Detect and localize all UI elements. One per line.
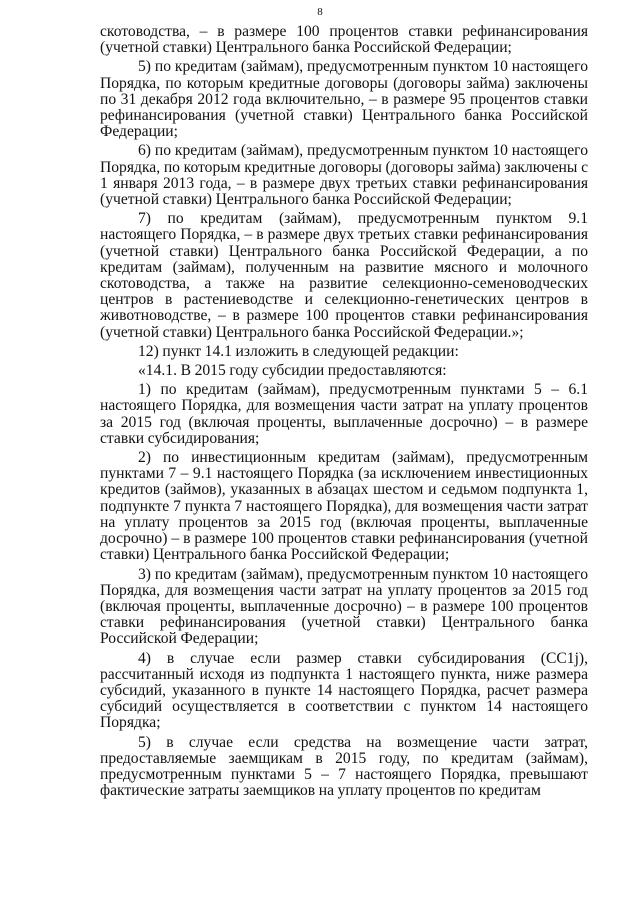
paragraph-continuation: скотоводства, – в размере 100 процентов ставки рефинансирования (учетной ставки) Центрального банка Российской Федерации; (100, 23, 588, 57)
paragraph-item-5: 5) по кредитам (займам), предусмотренным пунктом 10 настоящего Порядка, по которым кредитные договоры (договоры займа) заключены по 31 декабря 2012 года включительно, – в размере 95 процентов ставки рефинансирования (учетной ставки) Центрального банка Российской Федерации; (100, 58, 588, 141)
paragraph-clause-14-1: «14.1. В 2015 году субсидии предоставляются: (138, 362, 447, 380)
page-number: 8 (317, 6, 323, 18)
paragraph-subitem-2: 2) по инвестиционным кредитам (займам), предусмотренным пунктами 7 – 9.1 настоящего Порядка (за исключением инвестиционных кредитов (займов), указанных в абзацах шестом и седьмом подпункта 1, подпункте 7 пункта 7 настоящего Порядка), для возмещения части затрат на уплату процентов за 2015 год (включая проценты, выплаченные досрочно) – в размере 100 процентов ставки рефинансирования (учетной ставки) Центрального банка Российской Федерации; (100, 449, 588, 564)
paragraph-subitem-3: 3) по кредитам (займам), предусмотренным пунктом 10 настоящего Порядка, для возмещения части затрат на уплату процентов за 2015 год (включая проценты, выплаченные досрочно) – в размере 100 процентов ставки рефинансирования (учетной ставки) Центрального банка Российской Федерации; (100, 565, 588, 648)
paragraph-item-6: 6) по кредитам (займам), предусмотренным пунктом 10 настоящего Порядка, по которым кредитные договоры (договоры займа) заключены с 1 января 2013 года, – в размере двух третьих ставки рефинансирования (учетной ставки) Центрального банка Российской Федерации; (100, 142, 588, 209)
document-body (100, 24, 588, 802)
paragraph-item-7: 7) по кредитам (займам), предусмотренным пунктом 9.1 настоящего Порядка, – в размере двух третьих ставки рефинансирования (учетной ставки) Центрального банка Российской Федерации, а по кредитам (займам), полученным на развитие мясного и молочного скотоводства, а также на развитие селекционно-семеноводческих центров в растениеводстве и селекционно-генетических центров в животноводстве, – в размере 100 процентов ставки рефинансирования (учетной ставки) Центрального банка Российской Федерации.»; (100, 210, 588, 341)
paragraph-subitem-5: 5) в случае если средства на возмещение части затрат, предоставляемые заемщикам в 2015 году, по кредитам (займам), предусмотренным пунктами 5 – 7 настоящего Порядка, превышают фактические затраты заемщиков на уплату процентов по кредитам (100, 733, 588, 800)
paragraph-amendment-12: 12) пункт 14.1 изложить в следующей редакции: (138, 342, 459, 360)
paragraph-subitem-1: 1) по кредитам (займам), предусмотренным пунктами 5 – 6.1 настоящего Порядка, для возмещения части затрат на уплату процентов за 2015 год (включая проценты, выплаченные досрочно) – в размере ставки субсидирования; (100, 381, 588, 447)
paragraph-subitem-4: 4) в случае если размер ставки субсидирования (CC1j), рассчитанный исходя из подпункта 1 настоящего пункта, ниже размера субсидий, указанного в пункте 14 настоящего Порядка, расчет размера субсидий осуществляется в соответствии с пунктом 14 настоящего Порядка; (100, 649, 588, 732)
